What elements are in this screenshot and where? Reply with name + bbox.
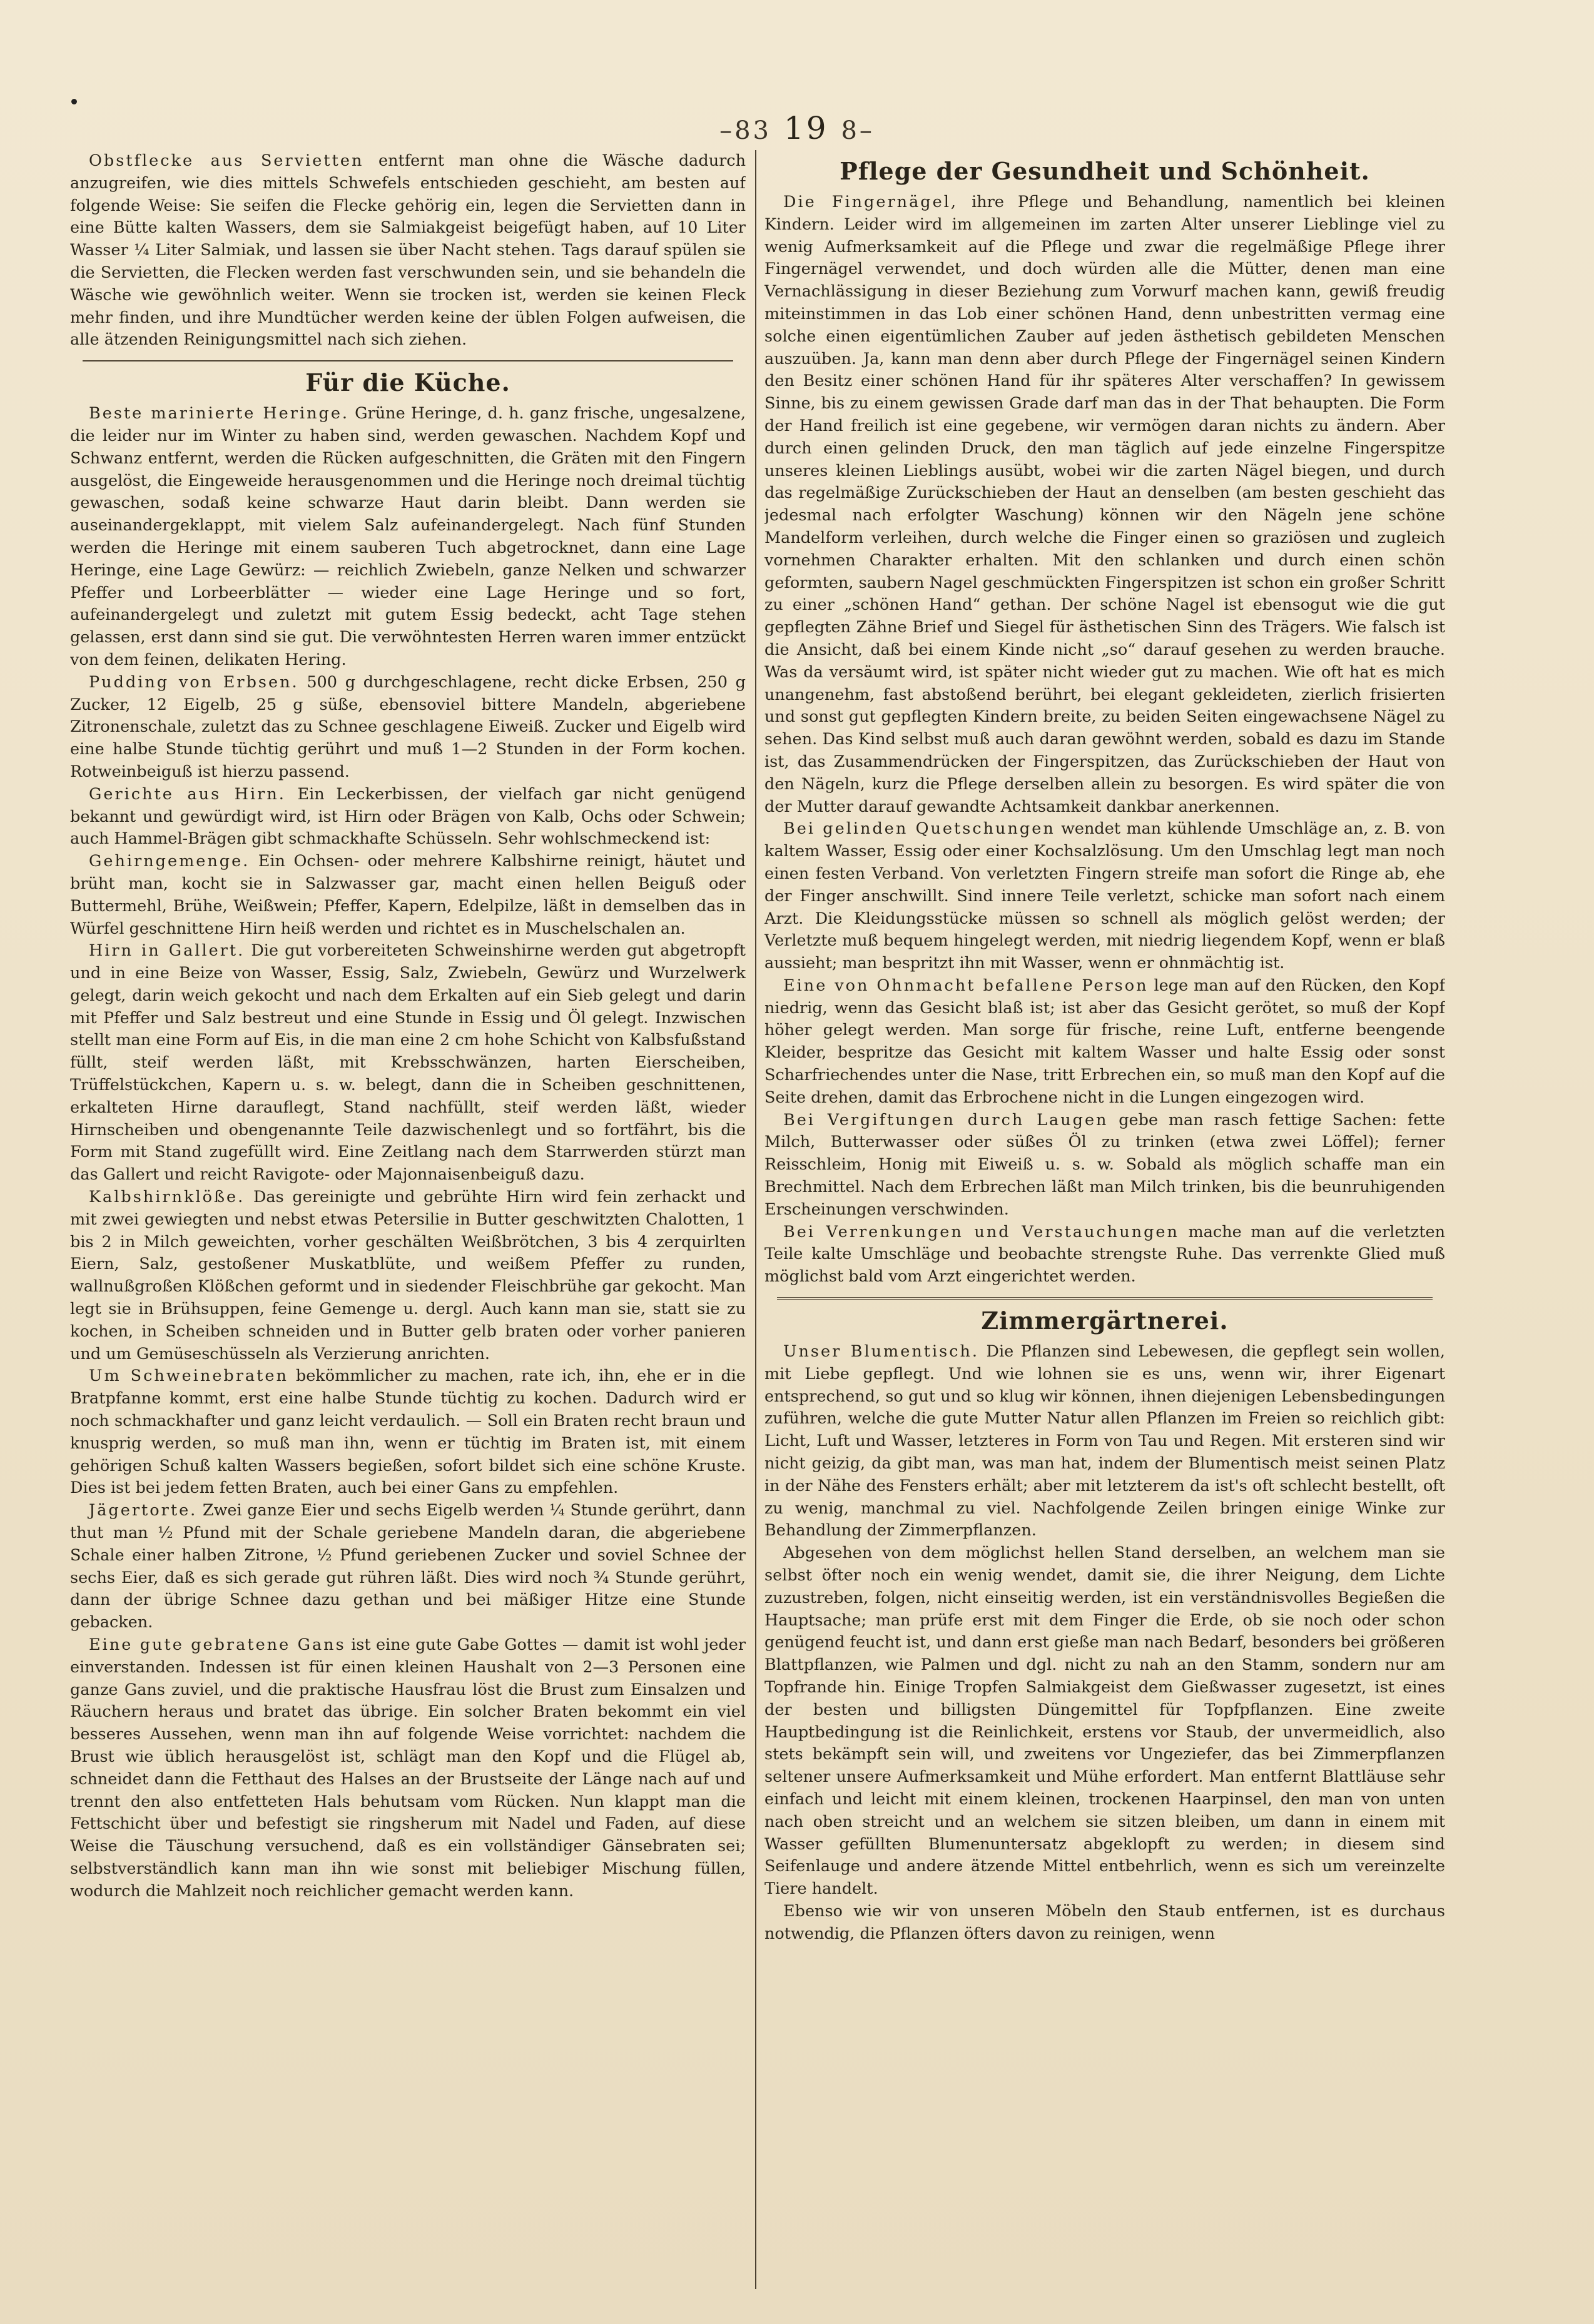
recipe-text: Ein Ochsen- oder mehrere Kalbshirne reinigt, häutet und brüht man, kocht sie in Salzwasser gar, macht einen hellen Beiguß oder Buttermehl, Brühe, Weißwein; Pfeffer, Kapern, Edelpilze, läßt in demselben das in Würfel geschnittene Hirn heiß werden und richtet es in Muschelschalen an. bbox=[70, 852, 746, 938]
article-text: mache man auf die verletzten Teile kalte Umschläge und beobachte strengste Ruhe. Das verrenkte Glied muß möglichst bald vom Arzt eingerichtet werden. bbox=[764, 1222, 1445, 1286]
left-column bbox=[70, 150, 746, 2295]
ink-dot bbox=[71, 99, 77, 104]
section-heading-kueche: Für die Küche. bbox=[305, 368, 510, 397]
article-text: gebe man rasch fettige Sachen: fette Milch, Butterwasser oder süßes Öl zu trinken (etwa zwei Löffel); ferner Reisschleim, Honig mit Eiweiß u. s. w. Sobald als möglich schaffe man ein Brechmittel. Nach dem Erbrechen läßt man Milch trinken, bis die beunruhigenden Erscheinungen verschwinden. bbox=[764, 1110, 1445, 1219]
recipe-lead: Eine gute gebratene Gans bbox=[89, 1635, 346, 1654]
recipe-kalbshirnkloesse bbox=[70, 1186, 746, 1365]
recipe-lead: Kalbshirnklöße. bbox=[89, 1188, 245, 1207]
recipe-text: Zwei ganze Eier und sechs Eigelb werden ¼ Stunde gerührt, dann thut man ½ Pfund mit der Schale geriebene Mandeln daran, die abgeriebene Schale einer halben Zitrone, ½ Pfund geriebenen Zucker und soviel Schnee der sechs Eier, daß es sich gerade gut rühren läßt. Dies wird noch ¾ Stunde gerührt, dann der übrige Schnee dazu gethan und bei mäßiger Hitze eine Stunde gebacken. bbox=[70, 1501, 746, 1632]
page-number-ornament-left: –83 bbox=[719, 116, 771, 145]
article-fingernaegel bbox=[764, 191, 1445, 818]
recipe-lead: Um Schweinebraten bbox=[89, 1367, 288, 1386]
article-text: ihre Pflege und Behandlung, namentlich bei kleinen Kindern. Leider wird im allgemeinen im zarten Alter unserer Lieblinge viel zu wenig Aufmerksamkeit auf die Pflege und zwar die regelmäßige Pflege ihrer Fingernägel verwendet, und doch würden alle die Mütter, denen man eine Vernachlässigung in dieser Beziehung zum Vorwurf machen kann, gewiß freudig miteinstimmen in das Lob einer schönen Hand, denn unbestritten vermag eine solche einen eigentümlichen Zauber auf jeden ästhetisch gebildeten Menschen auszuüben. Ja, kann man denn aber durch Pflege der Fingernägel seinen Kindern den Besitz einer schönen Hand für ihr späteres Alter verschaffen? In gewissem Sinne, bis zu einem gewissen Grade darf man das in der That behaupten. Die Form der Hand freilich ist eine gegebene, wir vermögen daran nichts zu ändern. Aber durch einen gelinden Druck, den man täglich auf jede einzelne Fingerspitze unseres kleinen Lieblings ausübt, wobei wir die zarten Nägel biegen, und durch das regelmäßige Zurückschieben der Haut an denselben (am besten geschieht das jedesmal nach erfolgter Waschung) können wir den Nägeln jene schöne Mandelform verleihen, durch welche die Finger einen so graziösen und zugleich vornehmen Charakter erhalten. Mit den schlanken und durch einen schön geformten, saubern Nagel geschmückten Fingerspitzen ist schon ein großer Schritt zu einer „schönen Hand“ gethan. Der schöne Nagel ist ebensogut wie die gut gepflegten Zähne Brief und Siegel für ästhetischen Sinn des Trägers. Wie falsch ist die Ansicht, daß bei einem Kinde nicht „so“ darauf gesehen zu werden brauche. Was da versäumt wird, ist später nicht wieder gut zu machen. Wie oft hat es mich unangenehm, fast abstoßend berührt, bei elegant gekleideten, zierlich frisierten und sonst gut gepflegten Kindern breite, zu beiden Seiten eingewachsene Nägel zu sehen. Das Kind selbst muß auch daran gewöhnt werden, sobald es dazu im Stande ist, das Zusammendrücken der Fingerspitzen, das Zurückschieben der Haut von den Nägeln, kurz die Pflege derselben allein zu besorgen. Es wird später die von der Mutter darauf gewandte Achtsamkeit dankbar anerkennen. bbox=[764, 193, 1445, 816]
article-lead: Eine von Ohnmacht befallene Person bbox=[783, 976, 1149, 995]
recipe-lead: Beste marinierte Heringe. bbox=[89, 404, 350, 423]
page-number-ornament-right: 8– bbox=[841, 116, 875, 145]
article-text: Ebenso wie wir von unseren Möbeln den Staub entfernen, ist es durchaus notwendig, die Pflanzen öfters davon zu reinigen, wenn bbox=[764, 1901, 1445, 1943]
article-quetschungen bbox=[764, 818, 1445, 975]
article-lead: Bei gelinden Quetschungen bbox=[783, 819, 1055, 839]
recipe-schweinebraten bbox=[70, 1365, 746, 1500]
section-rule bbox=[83, 360, 733, 361]
recipe-text: ist eine gute Gabe Gottes — damit ist wohl jeder einverstanden. Indessen ist für einen kleinen Haushalt von 2—3 Personen eine ganze Gans zuviel, und die praktische Hausfrau löst die Brust zum Einsalzen und Räuchern heraus und bratet das übrige. Ein solcher Braten bekommt ein viel besseres Aussehen, wenn man ihn auf folgende Weise vorrichtet: nachdem die Brust wie üblich herausgelöst ist, schlägt man den Kopf und die Flügel ab, schneidet dann die Fetthaut des Halses an der Brustseite der Länge nach auf und trennt den also entfetteten Hals behutsam vom Rücken. Nun klappt man die Fettschicht über und befestigt sie ringsherum mit Nadel und Faden, auf diese Weise die Täuschung versuchend, daß es ein vollständiger Gänsebraten sei; selbstverständlich kann man ihn wie sonst mit beliebiger Mischung füllen, wodurch die Mahlzeit noch reichlicher gemacht werden kann. bbox=[70, 1635, 746, 1901]
recipe-lead: Pudding von Erbsen. bbox=[89, 672, 299, 692]
article-text: Abgesehen von dem möglichst hellen Stand derselben, an welchem man sie selbst öfter noch ein wenig wendet, damit sie, die ihrer Neigung, dem Lichte zuzustreben, folgen, nicht einseitig werden, ist ein verständnisvolles Begießen die Hauptsache; man prüfe erst mit dem Finger die Erde, ob sie noch oder schon genügend feucht ist, und dann erst gieße man nach Bedarf, besonders bei größeren Blattpflanzen, wie Palmen und dgl. nicht zu nah an den Stamm, sondern nur am Topfrande hin. Einige Tropfen Salmiakgeist dem Gießwasser zugesetzt, ist eines der besten und billigsten Düngemittel für Topfpflanzen. Eine zweite Hauptbedingung ist die Reinlichkeit, erstens vor Staub, der unvermeidlich, also stets bekämpft sein will, und zweitens vor Ungeziefer, das bei Zimmerpflanzen seltener unsere Aufmerksamkeit und Mühe erfordert. Man entfernt Blattläuse sehr einfach und leicht mit einem kleinen, trockenen Haarpinsel, den man von unten nach oben streicht und an welchem sie sitzen bleiben, um dann in einem mit Wasser gefüllten Blumenuntersatz abgeklopft zu werden; in diesem sind Seifenlauge und andere ätzende Mittel entbehrlich, wenn es sich um vereinzelte Tiere handelt. bbox=[764, 1543, 1445, 1899]
article-text: Die Pflanzen sind Lebewesen, die gepflegt sein wollen, mit Liebe gepflegt. Und wie lohnen sie es uns, wenn wir, ihrer Eigenart entsprechend, so gut und so klug wir können, ihnen diejenigen Lebensbedingungen zuführen, welche die gute Mutter Natur allen Pflanzen im Freien so reichlich gibt: Licht, Luft und Wasser, letzteres in Form von Tau und Regen. Mit ersteren sind wir nicht geizig, da gibt man, was man hat, indem der Blumentisch meist seinen Platz in der Nähe des Fensters erhält; aber mit letzterem da ist's oft schlecht bestellt, oft zu wenig, manchmal zu viel. Nachfolgende Zeilen bringen einige Winke zur Behandlung der Zimmerpflanzen. bbox=[764, 1342, 1445, 1540]
recipe-erbsen bbox=[70, 672, 746, 784]
recipe-lead: Gerichte aus Hirn. bbox=[89, 784, 286, 804]
page-number-header bbox=[0, 110, 1594, 146]
article-text: wendet man kühlende Umschläge an, z. B. von kaltem Wasser, Essig oder einer Kochsalzlösung. Um den Umschlag legt man noch einen festen Verband. Von verletzten Fingern streife man sofort die Ringe ab, ehe der Finger anschwillt. Sind innere Teile verletzt, schicke man sofort nach einem Arzt. Die Kleidungsstücke müssen so schnell als möglich gelöst werden; der Verletzte muß bequem hingelegt werden, mit niedrig liegendem Kopf, wenn er blaß aussieht; man bespritzt ihn mit Wasser, wenn er ohnmächtig ist. bbox=[764, 819, 1445, 973]
article-blumentisch-cont bbox=[764, 1542, 1445, 1901]
article-text: entfernt man ohne die Wäsche dadurch anzugreifen, wie dies mittels Schwefels entschieden geschieht, am besten auf folgende Weise: Sie seifen die Flecke gehörig ein, legen die Servietten dann in eine Bütte kalten Wassers, dem sie Salmiakgeist beigefügt haben, auf 10 Liter Wasser ¼ Liter Salmiak, und lassen sie über Nacht stehen. Tags darauf spülen sie die Servietten, die Flecken werden fast verschwunden sein, und sie behandeln die Wäsche wie gewöhnlich weiter. Wenn sie trocken ist, werden sie keinen Fleck mehr finden, und ihre Mundtücher werden keine der üblen Folgen aufweisen, die alle ätzenden Reinigungsmittel nach sich ziehen. bbox=[70, 151, 746, 350]
article-lead: Bei Verrenkungen und Verstauchungen bbox=[783, 1222, 1179, 1241]
article-lead: Obstflecke aus Servietten bbox=[89, 151, 364, 170]
article-ohnmacht bbox=[764, 975, 1445, 1109]
recipe-text: Die gut vorbereiteten Schweinshirne werden gut abgetropft und in eine Beize von Wasser, Essig, Salz, Zwiebeln, Gewürz und Wurzelwerk gelegt, darin weich gekocht und nach dem Erkalten auf ein Sieb gelegt und darin mit Pfeffer und Salz bestreut und eine Stunde in Essig und Öl gelegt. Inzwischen stellt man eine Form auf Eis, in die man eine 2 cm hohe Schicht von Kalbsfußstand füllt, steif werden läßt, mit Krebsschwänzen, harten Eierscheiben, Trüffelstückchen, Kapern u. s. w. belegt, dann die in Scheiben geschnittenen, erkalteten Hirne darauflegt, Stand nachfüllt, steif werden läßt, wieder Hirnscheiben und obengenannte Teile dazwischenlegt und so fortfährt, bis die Form mit Stand zugefüllt wird. Eine Zeitlang nach dem Starrwerden stürzt man das Gallert und reicht Ravigote- oder Majonnaisenbeiguß dazu. bbox=[70, 941, 746, 1185]
recipe-lead: Hirn in Gallert. bbox=[89, 941, 245, 961]
article-text: lege man auf den Rücken, den Kopf niedrig, wenn das Gesicht blaß ist; ist aber das Gesicht gerötet, so muß der Kopf höher gelegt werden. Man sorge für frische, reine Luft, entferne beengende Kleider, bespritze das Gesicht mit kaltem Wasser und halte Essig oder sonst Scharfriechendes unter die Nase, tritt Erbrechen ein, so muß man den Kopf auf die Seite drehen, damit das Erbrochene nicht in die Lungen eingezogen wird. bbox=[764, 976, 1445, 1107]
page-number: 19 bbox=[783, 110, 829, 146]
section-rule bbox=[777, 1297, 1433, 1300]
article-vergiftungen bbox=[764, 1109, 1445, 1221]
article-obstflecke bbox=[70, 150, 746, 351]
column-divider bbox=[755, 150, 756, 2289]
article-lead: Die Fingernägel, bbox=[783, 193, 958, 211]
recipe-lead: Gehirngemenge. bbox=[89, 852, 250, 871]
recipe-text: Das gereinigte und gebrühte Hirn wird fein zerhackt und mit zwei gewiegten und nebst etwas Petersilie in Butter geschwitzten Chalotten, 1 bis 2 in Milch geweichten, vorher geschälten Weißbrötchen, 3 bis 4 zerquirlten Eiern, Salz, gestoßener Muskatblüte, und weißem Pfeffer zu runden, wallnußgroßen Klößchen geformt und in siedender Fleischbrühe gar gekocht. Man legt sie in Brühsuppen, feine Gemenge u. dergl. Auch kann man sie, statt sie zu kochen, in Scheiben schneiden und in Butter gelb braten oder vorher panieren und um Gemüseschüsseln als Verzierung anrichten. bbox=[70, 1188, 746, 1363]
recipe-text: Ein Leckerbissen, der vielfach gar nicht genügend bekannt und gewürdigt wird, ist Hirn oder Brägen von Kalb, Ochs oder Schwein; auch Hammel-Brägen gibt schmackhafte Schüsseln. Sehr wohlschmeckend ist: bbox=[70, 784, 746, 849]
recipe-jaegertorte bbox=[70, 1500, 746, 1634]
article-blumentisch bbox=[764, 1341, 1445, 1542]
right-column bbox=[764, 150, 1445, 2295]
recipe-hirn-gallert bbox=[70, 940, 746, 1186]
article-lead: Bei Vergiftungen durch Laugen bbox=[783, 1110, 1109, 1129]
section-heading-gesundheit: Pflege der Gesundheit und Schönheit. bbox=[840, 157, 1370, 185]
recipe-hirn bbox=[70, 784, 746, 851]
article-verrenkungen bbox=[764, 1221, 1445, 1288]
recipe-text: Grüne Heringe, d. h. ganz frische, ungesalzene, die leider nur im Winter zu haben sind, werden gewaschen. Nachdem Kopf und Schwanz entfernt, werden die Rücken aufgeschnitten, die Gräten mit den Fingern ausgelöst, die Eingeweide herausgenommen und die Heringe noch dreimal tüchtig gewaschen, sodaß keine schwarze Haut darin bleibt. Dann werden sie auseinandergeklappt, mit vielem Salz aufeinandergelegt. Nach fünf Stunden werden die Heringe mit einem sauberen Tuch abgetrocknet, dann eine Lage Heringe, eine Lage Gewürz: — reichlich Zwiebeln, ganze Nelken und schwarzer Pfeffer und Lorbeerblätter — wieder eine Lage Heringe und so fort, aufeinandergelegt und zuletzt mit gutem Essig bedeckt, acht Tage stehen gelassen, erst dann sind sie gut. Die verwöhntesten Herren waren immer entzückt von dem feinen, delikaten Hering. bbox=[70, 404, 746, 669]
recipe-lead: Jägertorte. bbox=[89, 1501, 198, 1520]
recipe-heringe bbox=[70, 403, 746, 672]
section-heading-zimmergaertnerei: Zimmergärtnerei. bbox=[981, 1306, 1229, 1335]
article-blumentisch-cont2 bbox=[764, 1901, 1445, 1946]
recipe-gans bbox=[70, 1634, 746, 1903]
article-lead: Unser Blumentisch. bbox=[783, 1342, 980, 1362]
recipe-text: bekömmlicher zu machen, rate ich, ihn, ehe er in die Bratpfanne kommt, erst eine halbe Stunde tüchtig zu kochen. Dadurch wird er noch schmackhafter und ganz leicht verdaulich. — Soll ein Braten recht braun und knusprig werden, so muß man ihn, wenn er tüchtig im Braten ist, mit einem gehörigen Schuß kalten Wassers begießen, sofort bildet sich eine schöne Kruste. Dies ist bei jedem fetten Braten, auch bei einer Gans zu empfehlen. bbox=[70, 1367, 746, 1498]
recipe-gehirngemenge bbox=[70, 851, 746, 940]
recipe-text: 500 g durchgeschlagene, recht dicke Erbsen, 250 g Zucker, 12 Eigelb, 25 g süße, ebensoviel bittere Mandeln, abgeriebene Zitronenschale, zuletzt das zu Schnee geschlagene Eiweiß. Zucker und Eigelb wird eine halbe Stunde tüchtig gerührt und muß 1—2 Stunden in der Form kochen. Rotweinbeiguß ist hierzu passend. bbox=[70, 672, 746, 781]
